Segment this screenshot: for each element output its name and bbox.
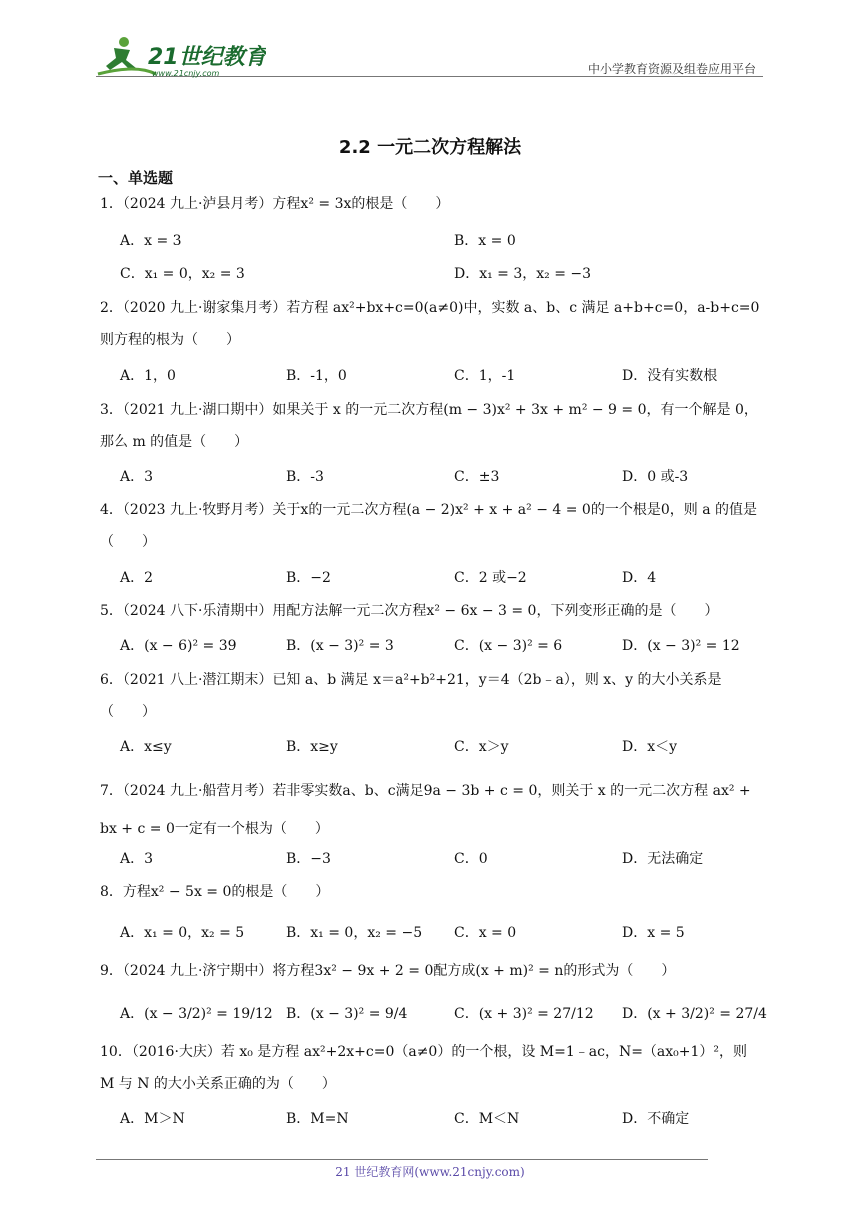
footer-divider [96, 1159, 708, 1160]
option-c: C．x = 0 [454, 925, 517, 941]
question-options [120, 635, 760, 659]
option-a: A．1，0 [120, 368, 176, 384]
option-b: B．-3 [286, 469, 324, 485]
option-a: A．(x − 3/2)² = 19/12 [120, 1006, 273, 1022]
option-b: B．(x − 3)² = 3 [286, 638, 394, 654]
option-d: D．没有实数根 [622, 368, 718, 384]
option-b: B．(x − 3)² = 9/4 [286, 1006, 408, 1022]
option-d: D．x₁ = 3，x₂ = −3 [454, 266, 592, 282]
option-a: A．3 [120, 469, 154, 485]
question-options [120, 922, 760, 946]
option-b: B．M=N [286, 1111, 349, 1127]
option-d: D．4 [622, 570, 657, 586]
option-d: D．不确定 [622, 1111, 690, 1127]
question-stem: 5．（2024 八下·乐清期中）用配方法解一元二次方程x² − 6x − 3 = 0，下列变形正确的是（ ） [100, 603, 719, 619]
option-b: B．x₁ = 0，x₂ = −5 [286, 925, 423, 941]
option-b: B．−3 [286, 851, 331, 867]
option-c: C．±3 [454, 469, 500, 485]
option-c: C．x＞y [454, 739, 509, 755]
platform-label: 中小学教育资源及组卷应用平台 [587, 62, 756, 76]
option-b: B．−2 [286, 570, 331, 586]
footer-link[interactable]: 21 世纪教育网(www.21cnjy.com) [335, 1165, 525, 1179]
option-d: D．(x − 3)² = 12 [622, 638, 740, 654]
option-b: B．x≥y [286, 739, 338, 755]
option-c: C．M＜N [454, 1111, 520, 1127]
question-stem: 4．（2023 九上·牧野月考）关于x的一元二次方程(a − 2)x² + x + a² − 4 = 0的一个根是0，则 a 的值是（ ） [100, 502, 757, 550]
question-stem: 6．（2021 八上·潜江期末）已知 a、b 满足 x＝a²+b²+21，y＝4（2b﹣a），则 x、y 的大小关系是（ ） [100, 672, 722, 720]
option-c: C．1，-1 [454, 368, 516, 384]
option-d: D．无法确定 [622, 851, 704, 867]
option-a: A．x≤y [120, 739, 172, 755]
question-options [120, 1003, 767, 1027]
option-c: C．x₁ = 0，x₂ = 3 [120, 266, 245, 282]
question-stem: 10．（2016·大庆）若 x₀ 是方程 ax²+2x+c=0（a≠0）的一个根，设 M=1﹣ac，N=（ax₀+1）²，则 M 与 N 的大小关系正确的为（ ） [100, 1044, 748, 1092]
page-title: 2.2 一元二次方程解法 [338, 137, 522, 158]
section-heading: 一、单选题 [98, 169, 174, 187]
question-options [120, 1108, 760, 1132]
option-a: A．3 [120, 851, 154, 867]
option-a: A．(x − 6)² = 39 [120, 638, 237, 654]
option-a: A．2 [120, 570, 154, 586]
question-options [120, 736, 760, 760]
option-d: D．0 或-3 [622, 469, 689, 485]
svg-text:21世纪教育: 21世纪教育 [148, 45, 266, 70]
question-stem: 8．方程x² − 5x = 0的根是（ ） [100, 884, 330, 900]
option-d: D．(x + 3/2)² = 27/4 [622, 1006, 767, 1022]
question-options [120, 230, 760, 254]
option-b: B．-1，0 [286, 368, 347, 384]
option-d: D．x = 5 [622, 925, 685, 941]
logo [96, 34, 266, 78]
option-c: C．(x − 3)² = 6 [454, 638, 563, 654]
option-c: C．(x + 3)² = 27/12 [454, 1006, 594, 1022]
question-options [120, 263, 760, 287]
question-options [120, 365, 760, 389]
option-d: D．x＜y [622, 739, 678, 755]
option-c: C．2 或−2 [454, 570, 527, 586]
question-options [120, 567, 760, 591]
option-a: A．M＞N [120, 1111, 185, 1127]
question-stem: 2．（2020 九上·谢家集月考）若方程 ax²+bx+c=0(a≠0)中，实数 a、b、c 满足 a+b+c=0，a-b+c=0 则方程的根为（ ） [100, 300, 760, 348]
option-a: A．x₁ = 0，x₂ = 5 [120, 925, 245, 941]
option-a: A．x = 3 [120, 233, 182, 249]
question-stem: 1．（2024 九上·泸县月考）方程x² = 3x的根是（ ） [100, 196, 450, 212]
question-options [120, 848, 760, 872]
option-c: C．0 [454, 851, 488, 867]
question-stem: 9．（2024 九上·济宁期中）将方程3x² − 9x + 2 = 0配方成(x + m)² = n的形式为（ ） [100, 963, 676, 979]
option-b: B．x = 0 [454, 233, 516, 249]
question-options [120, 466, 760, 490]
svg-text:www.21cnjy.com: www.21cnjy.com [152, 69, 220, 78]
question-stem: 3．（2021 九上·湖口期中）如果关于 x 的一元二次方程(m − 3)x² + 3x + m² − 9 = 0，有一个解是 0，那么 m 的值是（ ） [100, 402, 758, 450]
question-stem: 7．（2024 九上·船营月考）若非零实数a、b、c满足9a − 3b + c = 0，则关于 x 的一元二次方程 ax² + bx + c = 0一定有一个根为（ ） [100, 783, 751, 837]
